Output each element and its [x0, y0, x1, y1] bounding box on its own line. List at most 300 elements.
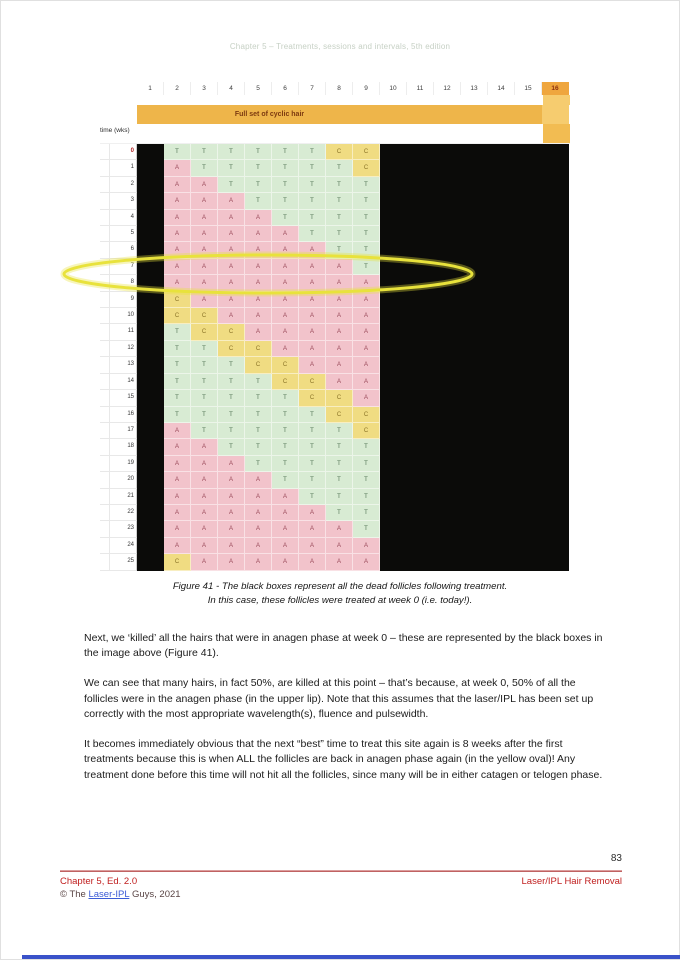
- cell-dead-follicle: [407, 308, 434, 324]
- cell-anagen: A: [299, 505, 326, 521]
- cell-catagen: C: [218, 341, 245, 357]
- week-row-25: [100, 554, 570, 570]
- cell-dead-follicle: [461, 357, 488, 373]
- cell-telogen: T: [164, 324, 191, 340]
- cell-anagen: A: [245, 472, 272, 488]
- cell-anagen: A: [164, 489, 191, 505]
- cell-dead-follicle: [380, 456, 407, 472]
- cell-catagen: C: [245, 357, 272, 373]
- column-header-6: 6: [272, 82, 299, 95]
- cell-telogen: T: [353, 439, 380, 455]
- cell-dead-follicle: [461, 144, 488, 160]
- cell-anagen: A: [353, 357, 380, 373]
- cell-telogen: T: [191, 357, 218, 373]
- cell-catagen: C: [272, 357, 299, 373]
- column-header-2: 2: [164, 82, 191, 95]
- cell-anagen: A: [326, 538, 353, 554]
- cell-telogen: T: [191, 390, 218, 406]
- cell-dead-follicle: [380, 390, 407, 406]
- cell-dead-follicle: [434, 341, 461, 357]
- row-label: 24: [100, 538, 137, 554]
- cell-dead-follicle: [137, 324, 164, 340]
- cell-dead-follicle: [407, 259, 434, 275]
- paragraph-1: Next, we ‘killed’ all the hairs that were in anagen phase at week 0 – these are represented by the black boxes in the image above (Figure 41).: [84, 632, 603, 660]
- cell-dead-follicle: [380, 374, 407, 390]
- cell-dead-follicle: [515, 210, 542, 226]
- cell-dead-follicle: [407, 341, 434, 357]
- cell-dead-follicle: [515, 144, 542, 160]
- cell-dead-follicle: [515, 489, 542, 505]
- cell-dead-follicle: [434, 456, 461, 472]
- cell-anagen: A: [218, 489, 245, 505]
- cell-dead-follicle: [461, 489, 488, 505]
- cell-dead-follicle: [380, 177, 407, 193]
- cell-anagen: A: [272, 521, 299, 537]
- cell-telogen: T: [218, 374, 245, 390]
- cell-telogen: T: [272, 160, 299, 176]
- cell-anagen: A: [218, 538, 245, 554]
- cell-dead-follicle: [515, 407, 542, 423]
- week-row-9: [100, 292, 570, 308]
- cell-anagen: A: [218, 472, 245, 488]
- time-axis-label: time (wks): [100, 127, 130, 134]
- cell-dead-follicle: [488, 357, 515, 373]
- cell-anagen: A: [353, 390, 380, 406]
- cell-dead-follicle: [434, 160, 461, 176]
- cell-dead-follicle: [488, 226, 515, 242]
- row-label: 22: [100, 505, 137, 521]
- cell-dead-follicle: [380, 423, 407, 439]
- cell-dead-follicle: [461, 538, 488, 554]
- cell-dead-follicle: [488, 341, 515, 357]
- cell-dead-follicle: [380, 259, 407, 275]
- cell-dead-follicle: [515, 554, 542, 570]
- cell-telogen: T: [353, 210, 380, 226]
- week-row-1: [100, 160, 570, 176]
- cell-anagen: A: [191, 193, 218, 209]
- cell-anagen: A: [245, 521, 272, 537]
- cell-dead-follicle: [434, 423, 461, 439]
- cell-anagen: A: [218, 226, 245, 242]
- cell-anagen: A: [299, 357, 326, 373]
- week-row-5: [100, 226, 570, 242]
- cell-catagen: C: [191, 308, 218, 324]
- cell-anagen: A: [353, 308, 380, 324]
- cell-telogen: T: [326, 505, 353, 521]
- cell-catagen: C: [245, 341, 272, 357]
- cell-dead-follicle: [137, 407, 164, 423]
- cell-dead-follicle: [461, 521, 488, 537]
- cell-telogen: T: [218, 423, 245, 439]
- cell-dead-follicle: [515, 308, 542, 324]
- cell-dead-follicle: [488, 324, 515, 340]
- cell-dead-follicle: [488, 456, 515, 472]
- cell-anagen: A: [191, 259, 218, 275]
- cell-dead-follicle: [461, 160, 488, 176]
- column-header-3: 3: [191, 82, 218, 95]
- cell-dead-follicle: [542, 292, 569, 308]
- cell-telogen: T: [326, 177, 353, 193]
- week-row-24: [100, 538, 570, 554]
- cell-dead-follicle: [542, 374, 569, 390]
- cell-dead-follicle: [434, 193, 461, 209]
- cell-dead-follicle: [380, 357, 407, 373]
- cell-dead-follicle: [137, 160, 164, 176]
- cell-dead-follicle: [137, 521, 164, 537]
- cell-dead-follicle: [515, 275, 542, 291]
- cell-dead-follicle: [137, 390, 164, 406]
- cell-dead-follicle: [434, 521, 461, 537]
- cell-anagen: A: [164, 456, 191, 472]
- column-header-row: [137, 82, 570, 95]
- cell-anagen: A: [218, 554, 245, 570]
- cell-dead-follicle: [488, 177, 515, 193]
- cell-anagen: A: [326, 554, 353, 570]
- cell-dead-follicle: [542, 341, 569, 357]
- cell-dead-follicle: [542, 177, 569, 193]
- cell-anagen: A: [326, 292, 353, 308]
- cell-dead-follicle: [515, 521, 542, 537]
- cell-dead-follicle: [434, 144, 461, 160]
- cell-telogen: T: [299, 226, 326, 242]
- cell-dead-follicle: [488, 423, 515, 439]
- cell-dead-follicle: [488, 390, 515, 406]
- cell-anagen: A: [326, 357, 353, 373]
- cell-catagen: C: [164, 292, 191, 308]
- cell-anagen: A: [245, 259, 272, 275]
- cell-dead-follicle: [515, 259, 542, 275]
- cell-telogen: T: [245, 407, 272, 423]
- cell-dead-follicle: [137, 357, 164, 373]
- column-header-1: 1: [137, 82, 164, 95]
- cell-dead-follicle: [407, 439, 434, 455]
- cell-dead-follicle: [137, 242, 164, 258]
- cell-dead-follicle: [515, 439, 542, 455]
- week-row-18: [100, 439, 570, 455]
- page-number: 83: [610, 853, 622, 864]
- cell-anagen: A: [272, 259, 299, 275]
- cell-anagen: A: [164, 472, 191, 488]
- cell-telogen: T: [245, 144, 272, 160]
- cell-anagen: A: [299, 292, 326, 308]
- cell-anagen: A: [299, 308, 326, 324]
- cell-telogen: T: [164, 407, 191, 423]
- cell-dead-follicle: [380, 407, 407, 423]
- row-label: 23: [100, 521, 137, 537]
- week-row-12: [100, 341, 570, 357]
- cell-anagen: A: [326, 374, 353, 390]
- cell-dead-follicle: [461, 308, 488, 324]
- cell-telogen: T: [245, 177, 272, 193]
- cell-dead-follicle: [434, 226, 461, 242]
- cell-telogen: T: [272, 177, 299, 193]
- paragraph-2: We can see that many hairs, in fact 50%, are killed at this point – that’s because, at week 0, 50% of all the follicles were in the anagen phase (in the upper lip). Note that this assumes that the laser/IPL has been set up correctly with the most appropriate wavelength(s), fluence and pulsewidth.: [84, 677, 594, 720]
- cell-anagen: A: [191, 521, 218, 537]
- cell-anagen: A: [245, 242, 272, 258]
- cell-dead-follicle: [137, 292, 164, 308]
- cell-anagen: A: [272, 275, 299, 291]
- cell-anagen: A: [164, 423, 191, 439]
- cell-anagen: A: [191, 177, 218, 193]
- cell-dead-follicle: [380, 538, 407, 554]
- cell-dead-follicle: [407, 538, 434, 554]
- cell-dead-follicle: [407, 242, 434, 258]
- cell-dead-follicle: [434, 505, 461, 521]
- cell-telogen: T: [272, 439, 299, 455]
- cell-anagen: A: [191, 538, 218, 554]
- cell-anagen: A: [245, 489, 272, 505]
- cell-anagen: A: [326, 259, 353, 275]
- cell-dead-follicle: [488, 472, 515, 488]
- cell-dead-follicle: [407, 160, 434, 176]
- cell-dead-follicle: [542, 357, 569, 373]
- row-label: 13: [100, 357, 137, 373]
- cell-dead-follicle: [542, 308, 569, 324]
- cell-dead-follicle: [515, 341, 542, 357]
- cell-anagen: A: [218, 308, 245, 324]
- cell-dead-follicle: [542, 210, 569, 226]
- cell-dead-follicle: [407, 177, 434, 193]
- cell-dead-follicle: [515, 292, 542, 308]
- cell-telogen: T: [164, 374, 191, 390]
- cell-telogen: T: [272, 144, 299, 160]
- cell-anagen: A: [272, 324, 299, 340]
- cell-telogen: T: [245, 439, 272, 455]
- week-row-6: [100, 242, 570, 258]
- row-label: 2: [100, 177, 137, 193]
- cell-dead-follicle: [488, 292, 515, 308]
- row-label: 3: [100, 193, 137, 209]
- cell-dead-follicle: [137, 144, 164, 160]
- cell-dead-follicle: [434, 357, 461, 373]
- cell-telogen: T: [299, 177, 326, 193]
- cell-dead-follicle: [542, 538, 569, 554]
- cell-dead-follicle: [380, 521, 407, 537]
- running-header: Chapter 5 – Treatments, sessions and intervals, 5th edition: [229, 42, 451, 51]
- cell-telogen: T: [191, 160, 218, 176]
- row-label: 18: [100, 439, 137, 455]
- cell-anagen: A: [326, 275, 353, 291]
- cell-dead-follicle: [488, 144, 515, 160]
- cell-dead-follicle: [380, 160, 407, 176]
- cell-dead-follicle: [434, 407, 461, 423]
- cell-catagen: C: [299, 390, 326, 406]
- figure-caption-line2: In this case, these follicles were treated at week 0 (i.e. today!).: [207, 595, 473, 607]
- cell-dead-follicle: [434, 554, 461, 570]
- cell-catagen: C: [299, 374, 326, 390]
- cell-telogen: T: [353, 193, 380, 209]
- row-label: 15: [100, 390, 137, 406]
- copyright-prefix: © The: [60, 889, 89, 900]
- cell-dead-follicle: [461, 439, 488, 455]
- cell-anagen: A: [353, 324, 380, 340]
- cell-dead-follicle: [461, 275, 488, 291]
- cell-dead-follicle: [488, 489, 515, 505]
- cell-dead-follicle: [515, 160, 542, 176]
- cell-dead-follicle: [137, 554, 164, 570]
- cell-dead-follicle: [407, 423, 434, 439]
- cell-dead-follicle: [434, 489, 461, 505]
- cell-anagen: A: [164, 177, 191, 193]
- row-label: 4: [100, 210, 137, 226]
- cell-dead-follicle: [434, 275, 461, 291]
- cell-dead-follicle: [461, 505, 488, 521]
- cell-dead-follicle: [407, 554, 434, 570]
- cell-telogen: T: [191, 407, 218, 423]
- cell-dead-follicle: [542, 489, 569, 505]
- week-row-13: [100, 357, 570, 373]
- cell-telogen: T: [326, 439, 353, 455]
- cell-anagen: A: [299, 242, 326, 258]
- week-row-21: [100, 489, 570, 505]
- cell-dead-follicle: [515, 505, 542, 521]
- cell-anagen: A: [164, 160, 191, 176]
- cell-dead-follicle: [380, 308, 407, 324]
- cell-telogen: T: [299, 489, 326, 505]
- cell-dead-follicle: [488, 275, 515, 291]
- footer-book-title: Laser/IPL Hair Removal: [521, 876, 622, 887]
- cell-dead-follicle: [380, 210, 407, 226]
- cell-anagen: A: [272, 308, 299, 324]
- cell-dead-follicle: [407, 390, 434, 406]
- cell-dead-follicle: [461, 259, 488, 275]
- week-row-10: [100, 308, 570, 324]
- week-row-2: [100, 177, 570, 193]
- column-header-11: 11: [407, 82, 434, 95]
- cell-telogen: T: [353, 489, 380, 505]
- row-label: 5: [100, 226, 137, 242]
- column-header-8: 8: [326, 82, 353, 95]
- cell-dead-follicle: [542, 390, 569, 406]
- cell-telogen: T: [245, 374, 272, 390]
- cell-telogen: T: [164, 390, 191, 406]
- row-label: 20: [100, 472, 137, 488]
- column-header-13: 13: [461, 82, 488, 95]
- week-row-22: [100, 505, 570, 521]
- cell-dead-follicle: [488, 439, 515, 455]
- cell-telogen: T: [164, 144, 191, 160]
- cell-dead-follicle: [434, 374, 461, 390]
- cell-telogen: T: [272, 390, 299, 406]
- cell-dead-follicle: [380, 472, 407, 488]
- cell-dead-follicle: [542, 242, 569, 258]
- cell-anagen: A: [191, 554, 218, 570]
- row-label: 9: [100, 292, 137, 308]
- cell-anagen: A: [272, 226, 299, 242]
- cell-anagen: A: [245, 210, 272, 226]
- cell-dead-follicle: [434, 324, 461, 340]
- cell-dead-follicle: [137, 456, 164, 472]
- cell-dead-follicle: [434, 538, 461, 554]
- cell-dead-follicle: [488, 160, 515, 176]
- cell-telogen: T: [326, 160, 353, 176]
- column-header-5: 5: [245, 82, 272, 95]
- cell-anagen: A: [245, 538, 272, 554]
- cell-dead-follicle: [542, 439, 569, 455]
- cell-dead-follicle: [407, 193, 434, 209]
- cell-anagen: A: [299, 324, 326, 340]
- cell-dead-follicle: [515, 324, 542, 340]
- column-header-16: 16: [542, 82, 569, 95]
- cell-dead-follicle: [407, 489, 434, 505]
- cell-dead-follicle: [137, 538, 164, 554]
- cell-telogen: T: [272, 193, 299, 209]
- row-label: 0: [100, 144, 137, 160]
- row-label: 12: [100, 341, 137, 357]
- cell-telogen: T: [245, 160, 272, 176]
- cell-dead-follicle: [434, 390, 461, 406]
- column-header-10: 10: [380, 82, 407, 95]
- cell-dead-follicle: [542, 259, 569, 275]
- cell-dead-follicle: [542, 407, 569, 423]
- cell-telogen: T: [191, 374, 218, 390]
- cell-catagen: C: [164, 554, 191, 570]
- cell-telogen: T: [326, 423, 353, 439]
- cell-telogen: T: [353, 456, 380, 472]
- cell-dead-follicle: [137, 439, 164, 455]
- cell-telogen: T: [299, 407, 326, 423]
- week-row-7: [100, 259, 570, 275]
- footer-copyright: [60, 889, 181, 900]
- cell-dead-follicle: [488, 407, 515, 423]
- cell-dead-follicle: [434, 242, 461, 258]
- cell-dead-follicle: [380, 324, 407, 340]
- cell-dead-follicle: [461, 554, 488, 570]
- cell-anagen: A: [191, 226, 218, 242]
- cell-dead-follicle: [488, 554, 515, 570]
- cell-anagen: A: [191, 489, 218, 505]
- cell-dead-follicle: [488, 210, 515, 226]
- cell-dead-follicle: [542, 423, 569, 439]
- cell-telogen: T: [299, 423, 326, 439]
- cell-anagen: A: [326, 324, 353, 340]
- cell-catagen: C: [272, 374, 299, 390]
- cell-telogen: T: [326, 242, 353, 258]
- cell-catagen: C: [353, 160, 380, 176]
- cell-telogen: T: [272, 407, 299, 423]
- cell-telogen: T: [245, 423, 272, 439]
- cell-dead-follicle: [434, 292, 461, 308]
- column-header-15: 15: [515, 82, 542, 95]
- column-header-7: 7: [299, 82, 326, 95]
- cell-dead-follicle: [380, 505, 407, 521]
- cell-dead-follicle: [380, 226, 407, 242]
- cell-catagen: C: [353, 423, 380, 439]
- cell-telogen: T: [191, 144, 218, 160]
- cell-dead-follicle: [542, 324, 569, 340]
- col16-highlight-banner: [542, 105, 569, 124]
- cell-anagen: A: [272, 292, 299, 308]
- cell-telogen: T: [326, 226, 353, 242]
- week-row-4: [100, 210, 570, 226]
- cell-catagen: C: [326, 144, 353, 160]
- cell-dead-follicle: [407, 456, 434, 472]
- cell-dead-follicle: [542, 472, 569, 488]
- week-row-11: [100, 324, 570, 340]
- cell-dead-follicle: [461, 210, 488, 226]
- cell-dead-follicle: [407, 521, 434, 537]
- cell-dead-follicle: [542, 226, 569, 242]
- row-label: 17: [100, 423, 137, 439]
- copyright-link[interactable]: Laser-IPL: [88, 889, 130, 900]
- phase-grid: [100, 143, 570, 571]
- cell-dead-follicle: [137, 210, 164, 226]
- cell-telogen: T: [272, 210, 299, 226]
- cell-anagen: A: [164, 521, 191, 537]
- cell-dead-follicle: [407, 324, 434, 340]
- cell-anagen: A: [272, 505, 299, 521]
- cell-dead-follicle: [488, 242, 515, 258]
